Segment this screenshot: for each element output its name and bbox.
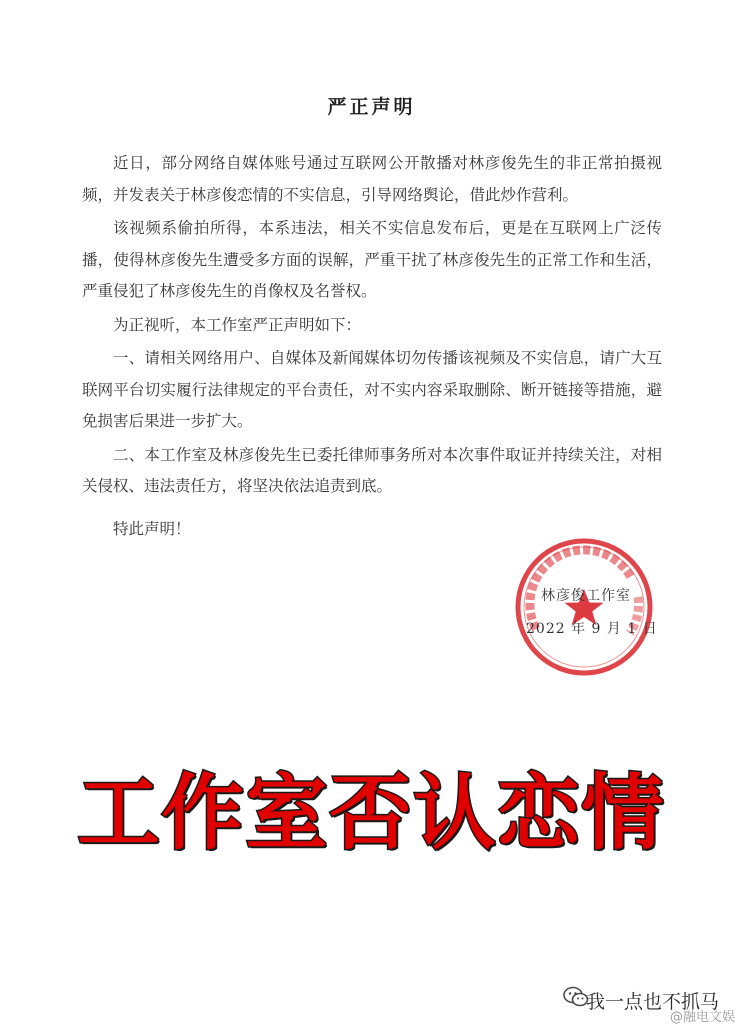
signature-studio: 林彦俊工作室 xyxy=(541,588,631,604)
paragraph-4: 一、请相关网络用户、自媒体及新闻媒体切勿传播该视频及不实信息，请广大互联网平台切实履行法律规定的平台责任，对不实内容采取删除、断开链接等措施，避免损害后果进一步扩大。 xyxy=(82,349,662,430)
signature-date: 2022 年 9 月 1 日 xyxy=(526,621,658,637)
overlay-headline: 工作室否认恋情 xyxy=(77,766,666,861)
document-title: 严正声明 xyxy=(327,96,416,118)
watermark-sub: @融电文娱 xyxy=(669,1010,735,1025)
closing-statement: 特此声明！ xyxy=(113,520,191,538)
paragraph-1: 近日，部分网络自媒体账号通过互联网公开散播对林彦俊先生的非正常拍摄视频，并发表关于林彦俊恋情的不实信息，引导网络舆论，借此炒作营利。 xyxy=(82,154,662,204)
paragraph-5: 二、本工作室及林彦俊先生已委托律师事务所对本次事件取证并持续关注，对相关侵权、违法责任方，将坚决依法追责到底。 xyxy=(82,445,662,495)
document-body xyxy=(82,148,662,505)
paragraph-2: 该视频系偷拍所得，本系违法，相关不实信息发布后，更是在互联网上广泛传播，使得林彦俊先生遭受多方面的误解，严重干扰了林彦俊先生的正常工作和生活，严重侵犯了林彦俊先生的肖像权及名誉权。 xyxy=(82,219,662,300)
watermark-account: 我一点也不抓马 xyxy=(585,991,719,1013)
paragraph-3: 为正视听，本工作室严正声明如下： xyxy=(113,315,362,334)
official-seal xyxy=(514,537,654,677)
